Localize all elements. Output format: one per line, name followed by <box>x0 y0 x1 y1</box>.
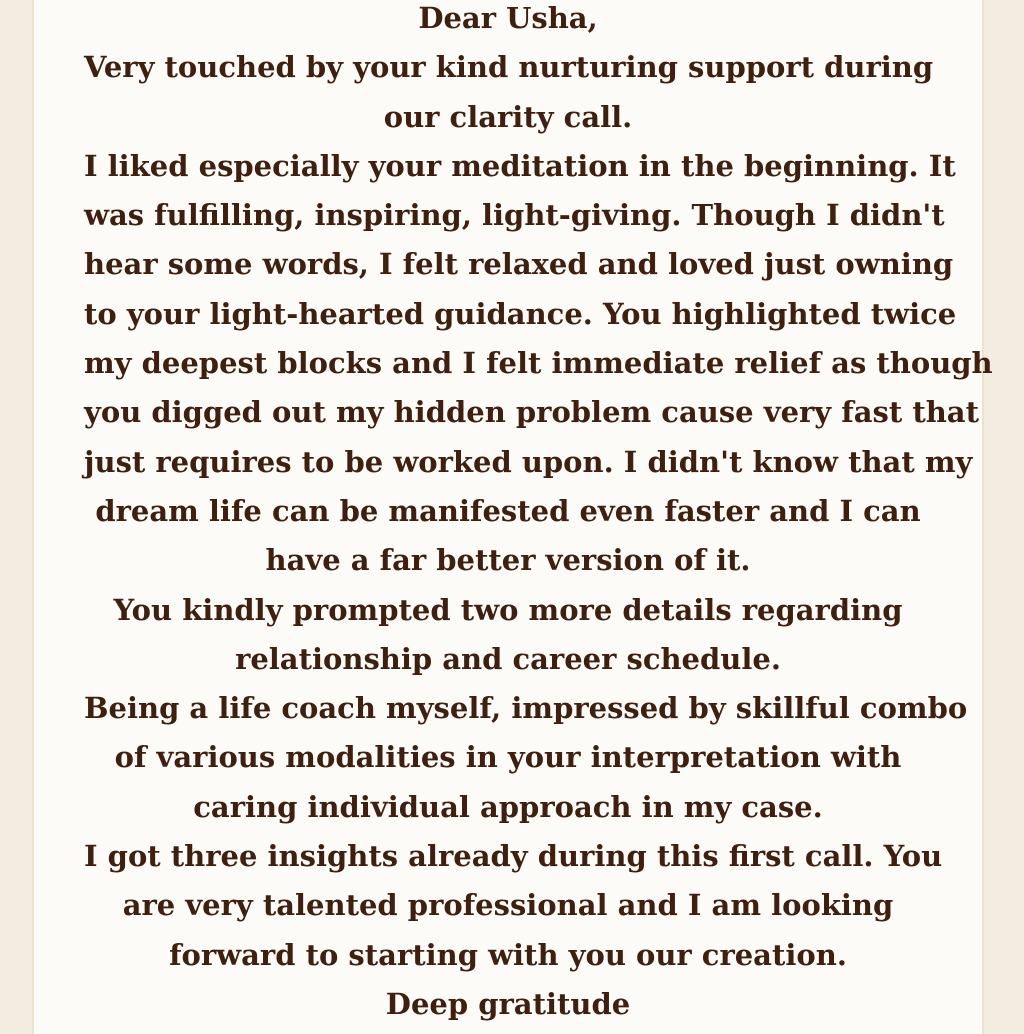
letter-line: just requires to be worked upon. I didn't know that my <box>84 444 973 479</box>
letter-line: forward to starting with you our creation. <box>169 937 847 972</box>
letter-line: hear some words, I felt relaxed and loved just owning <box>84 247 954 282</box>
letter-line: our clarity call. <box>383 99 633 134</box>
letter-line: Very touched by your kind nurturing support during <box>84 50 934 85</box>
letter-line: are very talented professional and I am looking <box>122 888 894 923</box>
letter-line: caring individual approach in my case. <box>193 789 823 824</box>
letter-line: was fulfilling, inspiring, light-giving. Though I didn't <box>84 198 945 233</box>
letter-body <box>84 0 993 1029</box>
letter-line: dream life can be manifested even faster and I can <box>95 493 921 528</box>
letter-line: I liked especially your meditation in the beginning. It <box>84 148 956 183</box>
letter-line: You kindly prompted two more details regarding <box>113 592 903 627</box>
letter-line: Being a life coach myself, impressed by skillful combo <box>84 691 968 726</box>
letter-line: I got three insights already during this first call. You <box>84 839 943 874</box>
letter-signoff: Deep gratitude <box>385 986 631 1021</box>
letter-line: Dear Usha, <box>418 1 598 35</box>
letter-line: relationship and career schedule. <box>235 641 781 676</box>
letter-line: have a far better version of it. <box>265 543 751 578</box>
letter-line: my deepest blocks and I felt immediate relief as though <box>84 346 993 381</box>
letter-line: you digged out my hidden problem cause very fast that <box>84 395 979 430</box>
letter-line: to your light-hearted guidance. You highlighted twice <box>84 296 957 331</box>
letter-card <box>32 0 993 1034</box>
letter-line: of various modalities in your interpretation with <box>114 740 902 775</box>
